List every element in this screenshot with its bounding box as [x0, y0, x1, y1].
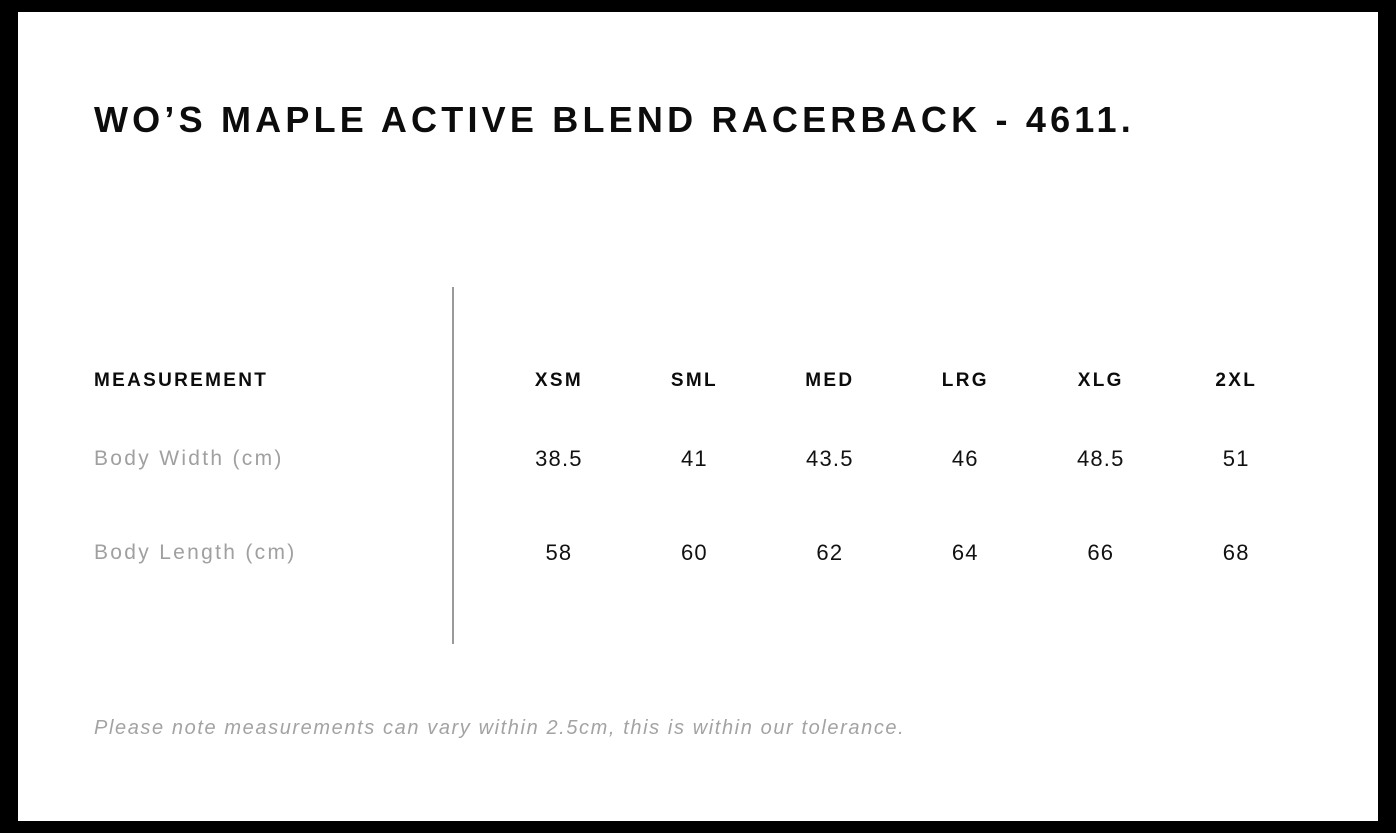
table-header-row [94, 350, 1304, 412]
column-header-sml: SML [670, 370, 718, 391]
cell-body-width-lrg: 46 [951, 446, 979, 471]
cell-body-length-med: 62 [816, 540, 844, 565]
table-row [94, 412, 1304, 506]
cell-body-length-xlg: 66 [1087, 540, 1115, 565]
column-header-2xl: 2XL [1215, 370, 1258, 391]
page-title: WO’S MAPLE ACTIVE BLEND RACERBACK - 4611. [94, 99, 1135, 140]
cell-body-length-sml: 60 [680, 540, 708, 565]
cell-body-width-2xl: 51 [1222, 446, 1250, 471]
cell-body-length-lrg: 64 [951, 540, 979, 565]
row-label-body-width: Body Width (cm) [94, 447, 284, 470]
size-chart-table [94, 350, 1304, 600]
column-header-lrg: LRG [941, 370, 989, 391]
row-label-body-length: Body Length (cm) [94, 541, 297, 564]
column-header-xsm: XSM [534, 370, 583, 391]
column-header-xlg: XLG [1077, 370, 1124, 391]
column-header-med: MED [805, 370, 855, 391]
cell-body-width-med: 43.5 [806, 446, 854, 471]
table-row [94, 506, 1304, 600]
cell-body-length-xsm: 58 [545, 540, 573, 565]
cell-body-width-xsm: 38.5 [535, 446, 583, 471]
tolerance-note: Please note measurements can vary within 2.5cm, this is within our tolerance. [94, 717, 906, 739]
cell-body-width-xlg: 48.5 [1076, 446, 1125, 471]
size-chart-page [18, 12, 1378, 821]
cell-body-length-2xl: 68 [1222, 540, 1250, 565]
column-header-measurement: MEASUREMENT [94, 370, 269, 391]
cell-body-width-sml: 41 [680, 446, 708, 471]
